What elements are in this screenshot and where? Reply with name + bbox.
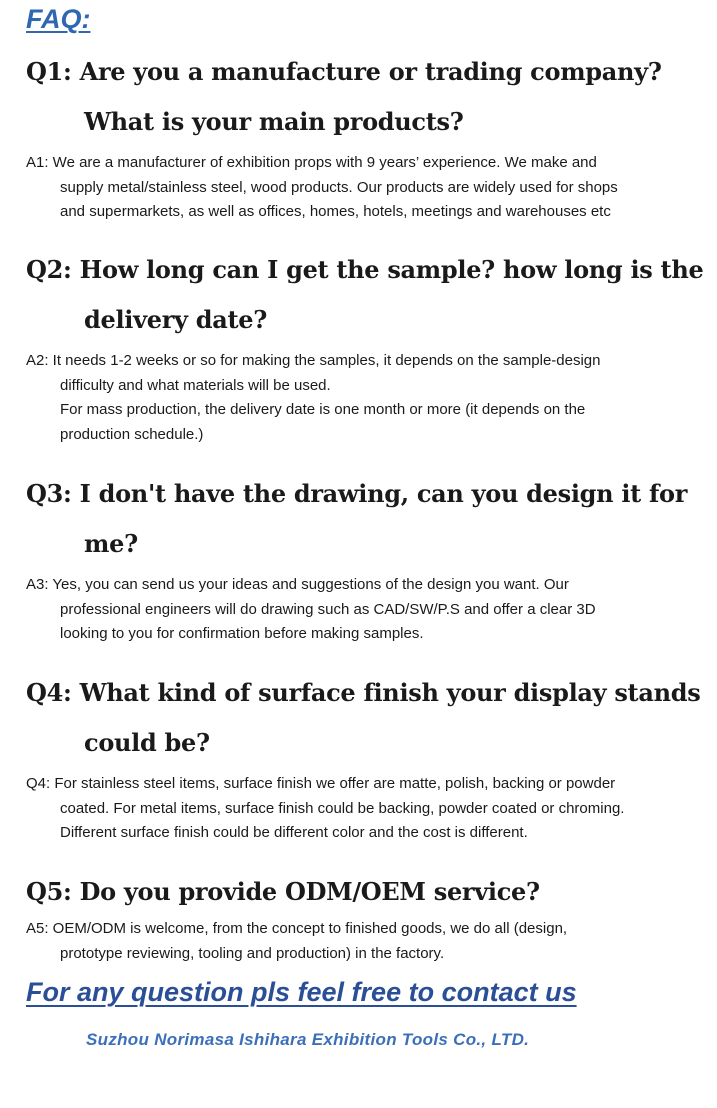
question-4: Q4: What kind of surface finish your display stands could be? [26,678,701,757]
answer-4-line: coated. For metal items, surface finish could be backing, powder coated or chroming. [60,799,625,817]
answer-5-line: A5: OEM/ODM is welcome, from the concept to finished goods, we do all (design, [26,920,568,937]
answer-1-line: A1: We are a manufacturer of exhibition props with 9 years’ experience. We make and [26,154,597,171]
company-name: Suzhou Norimasa Ishihara Exhibition Tools Co., LTD. [86,1030,530,1049]
answer-4-line: Different surface finish could be different color and the cost is different. [60,824,528,841]
answer-4-line: Q4: For stainless steel items, surface finish we offer are matte, polish, backing or powder [26,775,616,792]
answer-5-line: prototype reviewing, tooling and production) in the factory. [60,944,445,962]
contact-banner: For any question pls feel free to contact us [26,977,577,1007]
answer-5 [26,917,706,966]
answer-2-line: production schedule.) [60,425,204,443]
answer-3-line: A3: Yes, you can send us your ideas and suggestions of the design you want. Our [26,576,569,593]
question-5: Q5: Do you provide ODM/OEM service? [26,877,540,906]
answer-1-line: and supermarkets, as well as offices, homes, hotels, meetings and warehouses etc [60,203,611,220]
faq-item-3 [26,469,706,647]
answer-1 [26,151,706,225]
answer-2-line: A2: It needs 1-2 weeks or so for making the samples, it depends on the sample-design [26,352,601,369]
question-2: Q2: How long can I get the sample? how long is the delivery date? [26,255,704,334]
answer-2-line: For mass production, the delivery date is one month or more (it depends on the [60,401,586,418]
faq-item-4 [26,668,706,846]
answer-2 [26,349,706,447]
answer-1-line: supply metal/stainless steel, wood products. Our products are widely used for shops [60,178,618,196]
faq-heading: FAQ: [26,4,91,34]
answer-2-line: difficulty and what materials will be used. [60,376,331,394]
faq-item-2 [26,245,706,447]
answer-3-line: professional engineers will do drawing such as CAD/SW/P.S and offer a clear 3D [60,600,596,618]
question-3: Q3: I don't have the drawing, can you design it for me? [26,479,688,558]
faq-item-5 [26,867,706,966]
answer-3-line: looking to you for confirmation before making samples. [60,625,424,642]
faq-item-1 [26,47,706,225]
answer-4 [26,772,706,846]
question-1: Q1: Are you a manufacture or trading company? What is your main products? [26,57,662,136]
answer-3 [26,573,706,647]
